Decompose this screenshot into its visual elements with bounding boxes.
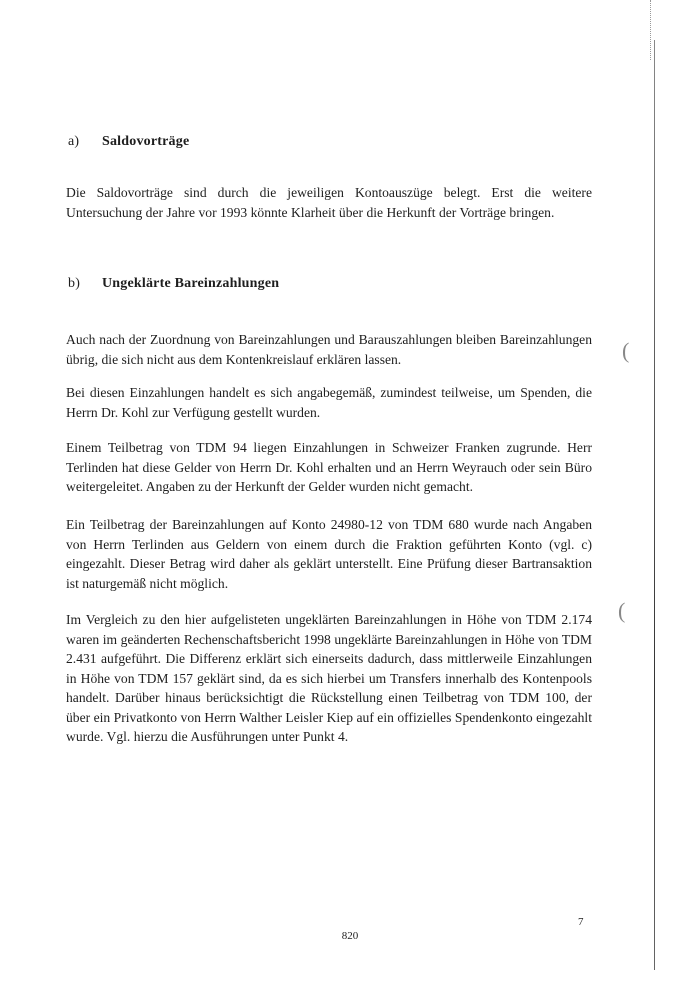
scan-bracket-mark: (: [618, 598, 626, 623]
paragraph: Bei diesen Einzahlungen handelt es sich angabegemäß, zumindest teilweise, um Spenden, die Herrn Dr. Kohl zur Verfügung gestellt wurden.: [66, 385, 592, 420]
page-number: 820: [341, 930, 359, 942]
scan-bracket-mark: (: [622, 338, 630, 363]
section-b-heading: [68, 276, 279, 292]
paragraph: Ein Teilbetrag der Bareinzahlungen auf Konto 24980-12 von TDM 680 wurde nach Angaben von Herrn Terlinden aus Geldern von einem durch die Fraktion geführten Konto (vgl. c) eingezahlt. Dieser Betrag wird daher als geklärt unterstellt. Eine Prüfung dieser Bartransaktion ist naturgemäß nicht möglich.: [66, 517, 592, 591]
paragraph: Einem Teilbetrag von TDM 94 liegen Einzahlungen in Schweizer Franken zugrunde. Herr Terlinden hat diese Gelder von Herrn Dr. Kohl erhalten und an Herrn Weyrauch oder sein Büro weitergeleitet. Angaben zu der Herkunft der Gelder wurden nicht gemacht.: [66, 440, 592, 494]
scan-edge-dots: [650, 0, 652, 60]
paragraph: Auch nach der Zuordnung von Bareinzahlungen und Barauszahlungen bleiben Bareinzahlungen übrig, die sich nicht aus dem Kontenkreislauf erklären lassen.: [66, 332, 592, 367]
section-b-title: Ungeklärte Bareinzahlungen: [102, 276, 280, 291]
margin-mark: 7: [578, 916, 584, 928]
section-b-letter: b): [68, 276, 81, 291]
section-a-heading: [68, 134, 189, 150]
paragraph: Im Vergleich zu den hier aufgelisteten ungeklärten Bareinzahlungen in Höhe von TDM 2.174 waren im geänderten Rechenschaftsbericht 1998 ungeklärte Bareinzahlungen in Höhe von TDM 2.431 aufgeführt. Die Differenz erklärt sich einerseits dadurch, dass mittlerweile Einzahlungen in Höhe von TDM 157 geklärt sind, da es sich hierbei um Transfers innerhalb des Kontenpools handelt. Darüber hinaus berücksichtigt die Rückstellung einen Teilbetrag von TDM 100, der über ein Privatkonto von Herrn Walther Leisler Kiep auf ein offizielles Spendenkonto eingezahlt wurde. Vgl. hierzu die Ausführungen unter Punkt 4.: [66, 612, 592, 744]
section-a-title: Saldovorträge: [102, 134, 190, 149]
section-a-letter: a): [68, 134, 80, 149]
paragraph: Die Saldovorträge sind durch die jeweiligen Kontoauszüge belegt. Erst die weitere Untersuchung der Jahre vor 1993 könnte Klarheit über die Herkunft der Vorträge bringen.: [66, 185, 592, 220]
scan-edge-line: [654, 40, 655, 970]
